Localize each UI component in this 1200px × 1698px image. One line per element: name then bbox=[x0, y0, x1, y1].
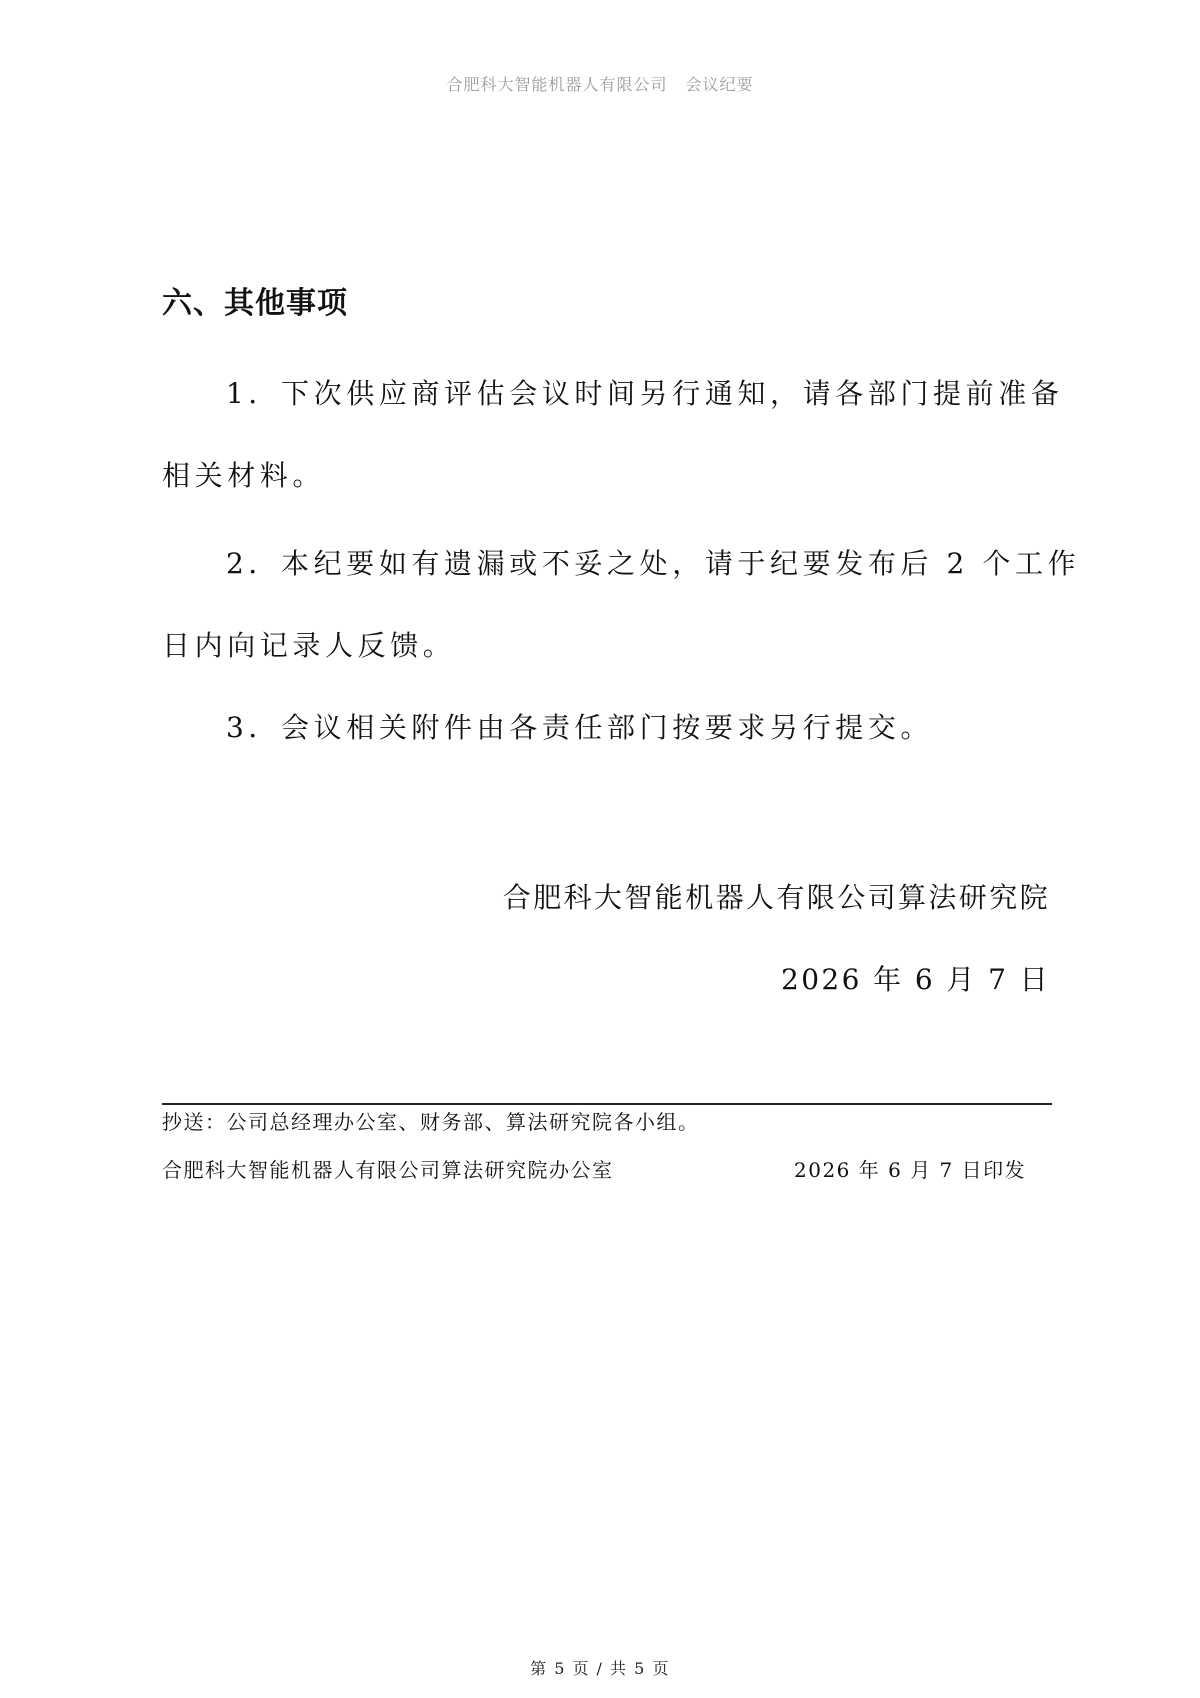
distribution-divider bbox=[162, 1103, 1052, 1105]
item-3-line-1: 3．会议相关附件由各责任部门按要求另行提交。 bbox=[226, 711, 934, 744]
list-item bbox=[162, 374, 1064, 538]
page-header bbox=[0, 72, 1200, 95]
page-number: 第 5 页 / 共 5 页 bbox=[530, 1659, 670, 1678]
signature-date: 2026 年 6 月 7 日 bbox=[781, 963, 1050, 996]
signature-organization: 合肥科大智能机器人有限公司算法研究院 bbox=[502, 881, 1050, 914]
list-item bbox=[162, 708, 1050, 790]
issue-date: 2026 年 6 月 7 日印发 bbox=[794, 1158, 1027, 1182]
item-2-line-1: 2．本纪要如有遗漏或不妥之处，请于纪要发布后 2 个工作 bbox=[226, 547, 1081, 580]
list-item bbox=[162, 544, 1081, 708]
item-1-line-2: 相关材料。 bbox=[162, 459, 326, 492]
issuing-office: 合肥科大智能机器人有限公司算法研究院办公室 bbox=[162, 1158, 614, 1182]
header-company: 合肥科大智能机器人有限公司 bbox=[446, 75, 668, 94]
item-2-line-2: 日内向记录人反馈。 bbox=[162, 629, 456, 662]
item-1-line-1: 1．下次供应商评估会议时间另行通知，请各部门提前准备 bbox=[226, 377, 1064, 410]
header-doc-type: 会议纪要 bbox=[685, 75, 754, 94]
cc-line: 抄送：公司总经理办公室、财务部、算法研究院各小组。 bbox=[162, 1110, 700, 1134]
section-title: 六、其他事项 bbox=[162, 286, 348, 321]
